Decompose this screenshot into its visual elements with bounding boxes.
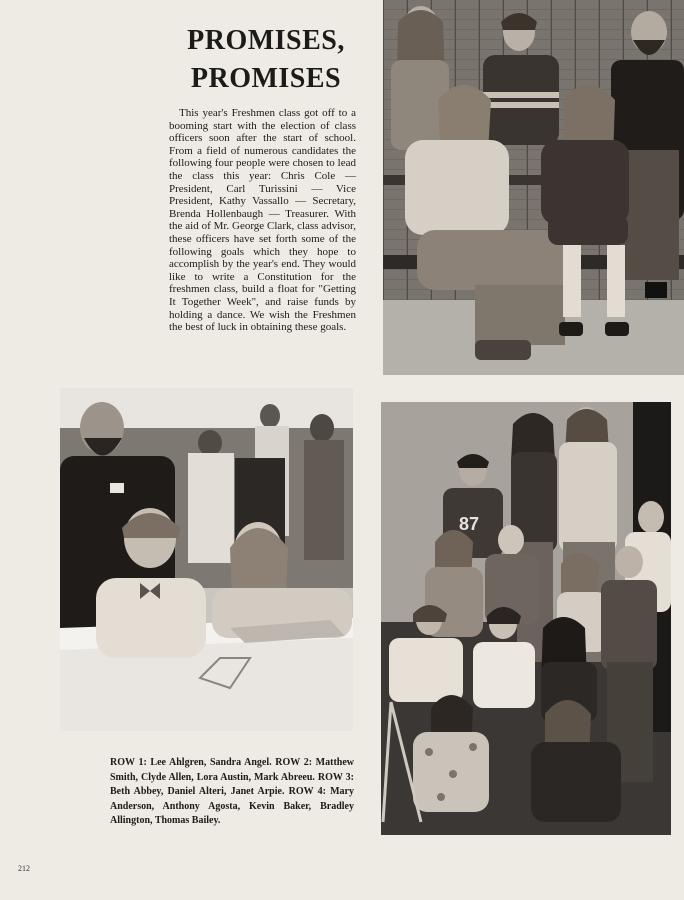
- article-body: This year's Freshmen class got off to a booming start with the election of class officers soon after the start of school. From a field of numerous candidates the following four people were chosen to lead the class this year: Chris Cole — President, Carl Turissini — Vice President, Kathy Vassallo — Secretary, Brenda Hollenbaugh — Treasurer. With the aid of Mr. George Clark, class advisor, these officers have set forth some of the following goals which they hope to accomplish by the year's end. They would like to write a Constitution for the freshmen class, build a float for "Getting It Together Week", and raise funds by holding a dance. We wish the Freshmen the best of luck in obtaining these goals.: [169, 107, 356, 334]
- page-number: 212: [18, 864, 30, 873]
- class-officers-photo: [383, 0, 684, 375]
- title-line-2: PROMISES: [190, 63, 342, 94]
- jersey-number: 87: [459, 514, 480, 534]
- title-line-1: PROMISES,: [187, 25, 345, 56]
- article-title: [160, 22, 372, 98]
- photo-caption: ROW 1: Lee Ahlgren, Sandra Angel. ROW 2: Matthew Smith, Clyde Allen, Lora Austin, Mark Abreeu. ROW 3: Beth Abbey, Daniel Alteri, Janet Arpie. ROW 4: Mary Anderson, Anthony Agosta, Kevin Baker, Bradley Allington, Thomas Bailey.: [110, 757, 354, 827]
- class-meeting-photo: [60, 388, 353, 731]
- freshmen-group-photo: [381, 402, 671, 835]
